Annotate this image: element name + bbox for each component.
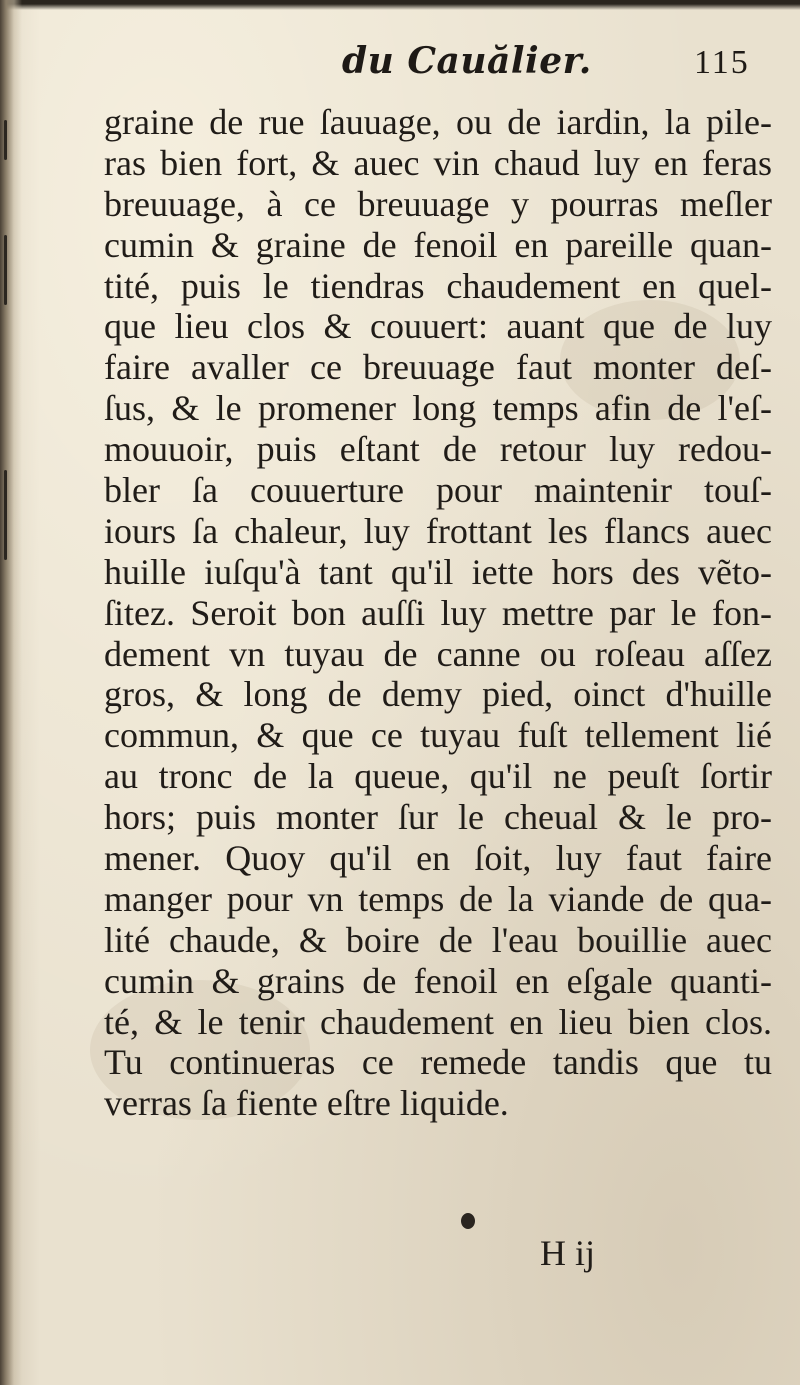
text-line: dement vn tuyau de canne ou roſeau aſſez <box>104 633 772 674</box>
text-line: mouuoir, puis eſtant de retour luy redou- <box>104 429 772 470</box>
text-line: cumin & grains de fenoil en eſgale quanti- <box>104 960 772 1001</box>
page-top-edge <box>0 0 800 10</box>
binding-thread <box>4 235 7 305</box>
printer-ornament <box>461 1213 475 1229</box>
text-line: ras bien fort, & auec vin chaud luy en feras <box>104 142 772 183</box>
text-line: Tu continueras ce remede tandis que tu <box>104 1042 772 1083</box>
text-line: breuuage, à ce breuuage y pourras meſler <box>104 183 772 224</box>
text-line: mener. Quoy qu'il en ſoit, luy faut faire <box>104 838 772 879</box>
body-text <box>104 102 772 1124</box>
text-line: hors; puis monter ſur le cheual & le pro- <box>104 797 772 838</box>
text-line: au tronc de la queue, qu'il ne peuſt ſortir <box>104 756 772 797</box>
signature-mark: H ij <box>540 1233 596 1273</box>
text-line: iours ſa chaleur, luy frottant les flancs auec <box>104 510 772 551</box>
text-line: ſus, & le promener long temps afin de l'eſ- <box>104 388 772 429</box>
text-line: lité chaude, & boire de l'eau bouillie auec <box>104 919 772 960</box>
text-line: manger pour vn temps de la viande de qua- <box>104 878 772 919</box>
text-line: té, & le tenir chaudement en lieu bien clos. <box>104 1001 772 1042</box>
page-header <box>0 40 800 100</box>
text-line: graine de rue ſauuage, ou de iardin, la pile- <box>104 102 772 142</box>
text-line: gros, & long de demy pied, oinct d'huille <box>104 674 772 715</box>
text-line: bler ſa couuerture pour maintenir touſ- <box>104 470 772 511</box>
text-line: cumin & graine de fenoil en pareille quan- <box>104 224 772 265</box>
text-line: faire avaller ce breuuage faut monter deſ- <box>104 347 772 388</box>
text-line: verras ſa fiente eſtre liquide. <box>104 1083 509 1124</box>
text-line: ſitez. Seroit bon auſſi luy mettre par le fon- <box>104 592 772 633</box>
page-binding <box>0 0 22 1385</box>
running-head: du Cauălier. <box>342 40 592 82</box>
text-line: commun, & que ce tuyau fuſt tellement lié <box>104 715 772 756</box>
binding-thread <box>4 470 7 560</box>
page-number: 115 <box>694 44 750 81</box>
text-line: huille iuſqu'à tant qu'il iette hors des vẽto- <box>104 551 772 592</box>
text-line: que lieu clos & couuert: auant que de luy <box>104 306 772 347</box>
binding-thread <box>4 120 7 160</box>
text-line: tité, puis le tiendras chaudement en quel- <box>104 265 772 306</box>
